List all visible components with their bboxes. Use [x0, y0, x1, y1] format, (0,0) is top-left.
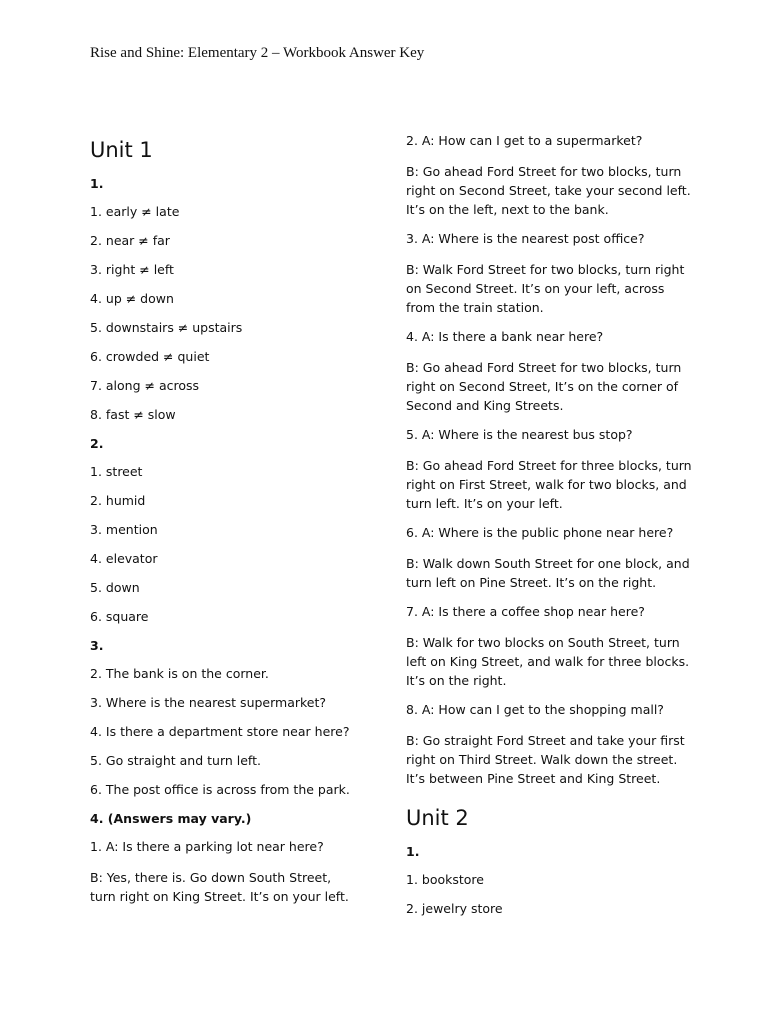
- answer-paragraph: B: Go ahead Ford Street for two blocks, turn right on Second Street, It’s on the corner of Second and King Streets.: [406, 360, 682, 413]
- answer-item: 4. Is there a department store near here?: [90, 724, 350, 739]
- exercise-4-label: 4. (Answers may vary.): [90, 811, 252, 826]
- answer-item: 1. bookstore: [406, 872, 484, 887]
- answer-item: 8. fast ≠ slow: [90, 407, 176, 422]
- exercise-1-label: 1.: [90, 176, 104, 191]
- answer-item: 4. elevator: [90, 551, 158, 566]
- document-header: Rise and Shine: Elementary 2 – Workbook Answer Key: [90, 45, 425, 61]
- unit-2-title: Unit 2: [406, 806, 469, 830]
- unit-1-title: Unit 1: [90, 138, 153, 162]
- answer-item: 1. street: [90, 464, 143, 479]
- answer-item: 3. Where is the nearest supermarket?: [90, 695, 327, 710]
- answer-item: 1. A: Is there a parking lot near here?: [90, 839, 324, 854]
- answer-item: 3. mention: [90, 522, 158, 537]
- answer-paragraph: B: Go straight Ford Street and take your first right on Third Street. Walk down the street. It’s between Pine Street and King Street.: [406, 733, 685, 786]
- answer-paragraph: B: Go ahead Ford Street for three blocks, turn right on First Street, walk for two blocks, and turn left. It’s on your left.: [406, 458, 692, 511]
- answer-item: 6. crowded ≠ quiet: [90, 349, 210, 364]
- right-column: [406, 133, 696, 930]
- answer-item: 8. A: How can I get to the shopping mall?: [406, 702, 664, 717]
- answer-item: 6. The post office is across from the park.: [90, 782, 350, 797]
- answer-paragraph: B: Walk down South Street for one block, and turn left on Pine Street. It’s on the right.: [406, 556, 690, 590]
- answer-paragraph: B: Go ahead Ford Street for two blocks, turn right on Second Street, take your second left. It’s on the left, next to the bank.: [406, 164, 691, 217]
- answer-item: 5. downstairs ≠ upstairs: [90, 320, 243, 335]
- answer-paragraph: B: Walk for two blocks on South Street, turn left on King Street, and walk for three blocks. It’s on the right.: [406, 635, 690, 688]
- answer-item: 6. square: [90, 609, 149, 624]
- exercise-3-label: 3.: [90, 638, 104, 653]
- answer-item: 3. right ≠ left: [90, 262, 174, 277]
- answer-item: 2. humid: [90, 493, 146, 508]
- answer-paragraph: B: Walk Ford Street for two blocks, turn right on Second Street. It’s on your left, across from the train station.: [406, 262, 685, 315]
- answer-item: 5. down: [90, 580, 140, 595]
- unit-2-exercise-1-label: 1.: [406, 844, 420, 859]
- exercise-2-label: 2.: [90, 436, 104, 451]
- answer-item: 6. A: Where is the public phone near here?: [406, 525, 674, 540]
- answer-item: 3. A: Where is the nearest post office?: [406, 231, 645, 246]
- answer-item: 7. along ≠ across: [90, 378, 200, 393]
- answer-item: 7. A: Is there a coffee shop near here?: [406, 604, 645, 619]
- answer-item: 5. Go straight and turn left.: [90, 753, 261, 768]
- answer-item: 2. jewelry store: [406, 901, 503, 916]
- answer-item: 5. A: Where is the nearest bus stop?: [406, 427, 633, 442]
- answer-item: 4. A: Is there a bank near here?: [406, 329, 604, 344]
- answer-item: 4. up ≠ down: [90, 291, 174, 306]
- answer-item: 2. The bank is on the corner.: [90, 666, 269, 681]
- answer-item: 1. early ≠ late: [90, 204, 180, 219]
- answer-item: 2. near ≠ far: [90, 233, 170, 248]
- answer-paragraph: B: Yes, there is. Go down South Street, turn right on King Street. It’s on your left.: [90, 870, 349, 904]
- answer-item: 2. A: How can I get to a supermarket?: [406, 133, 643, 148]
- left-column: [90, 138, 350, 918]
